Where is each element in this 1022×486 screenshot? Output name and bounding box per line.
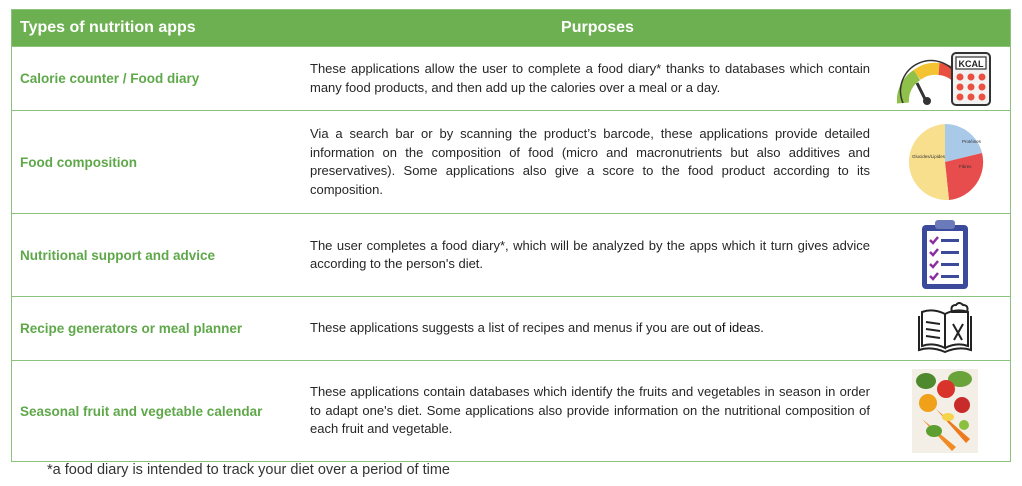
header-purposes: Purposes [561,19,634,36]
purpose-text: These applications suggests a list of recipes and menus if you are [310,320,693,336]
table-header [12,10,1010,46]
pie-label: Glucides/Lipides [912,154,946,159]
app-purpose [310,319,870,338]
pie-label: Fibres [959,164,972,169]
app-purpose: These applications allow the user to complete a food diary* thanks to databases which contain many food products, and then add up the calories over a meal or a day. [310,61,870,95]
app-purpose: These applications contain databases which identify the fruits and vegetables in season in order to adapt one's diet. Some applications also provide information on the nutritional composition of each fruit and vegetable. [310,384,870,437]
table-row [12,213,1010,296]
vegetables-photo-icon [896,366,994,456]
kcal-text: KCAL [958,58,984,69]
table-row [12,46,1010,110]
footnote: *a food diary is intended to track your diet over a period of time [47,462,450,478]
app-type: Calorie counter / Food diary [20,71,200,86]
pie-label: Protéines [962,139,982,144]
table-row [12,296,1010,360]
app-type: Nutritional support and advice [20,247,216,263]
table-row [12,110,1010,213]
purpose-highlight: out of ideas. [693,320,764,336]
app-purpose: Via a search bar or by scanning the product’s barcode, these applications provide detailed information on the composition of food (micro and macronutrients but also additives and preservatives). Some applications also give a score to the food product according to its composition. [310,126,870,197]
header-types: Types of nutrition apps [20,19,196,36]
nutrition-apps-table [11,9,1011,462]
app-type: Seasonal fruit and vegetable calendar [20,403,263,419]
app-type: Food composition [20,154,137,170]
pie-chart-icon [896,117,994,207]
app-type: Recipe generators or meal planner [20,321,243,336]
table-row [12,360,1010,461]
app-purpose: The user completes a food diary*, which will be analyzed by the apps which it turn gives advice according to the person's diet. [310,237,870,271]
